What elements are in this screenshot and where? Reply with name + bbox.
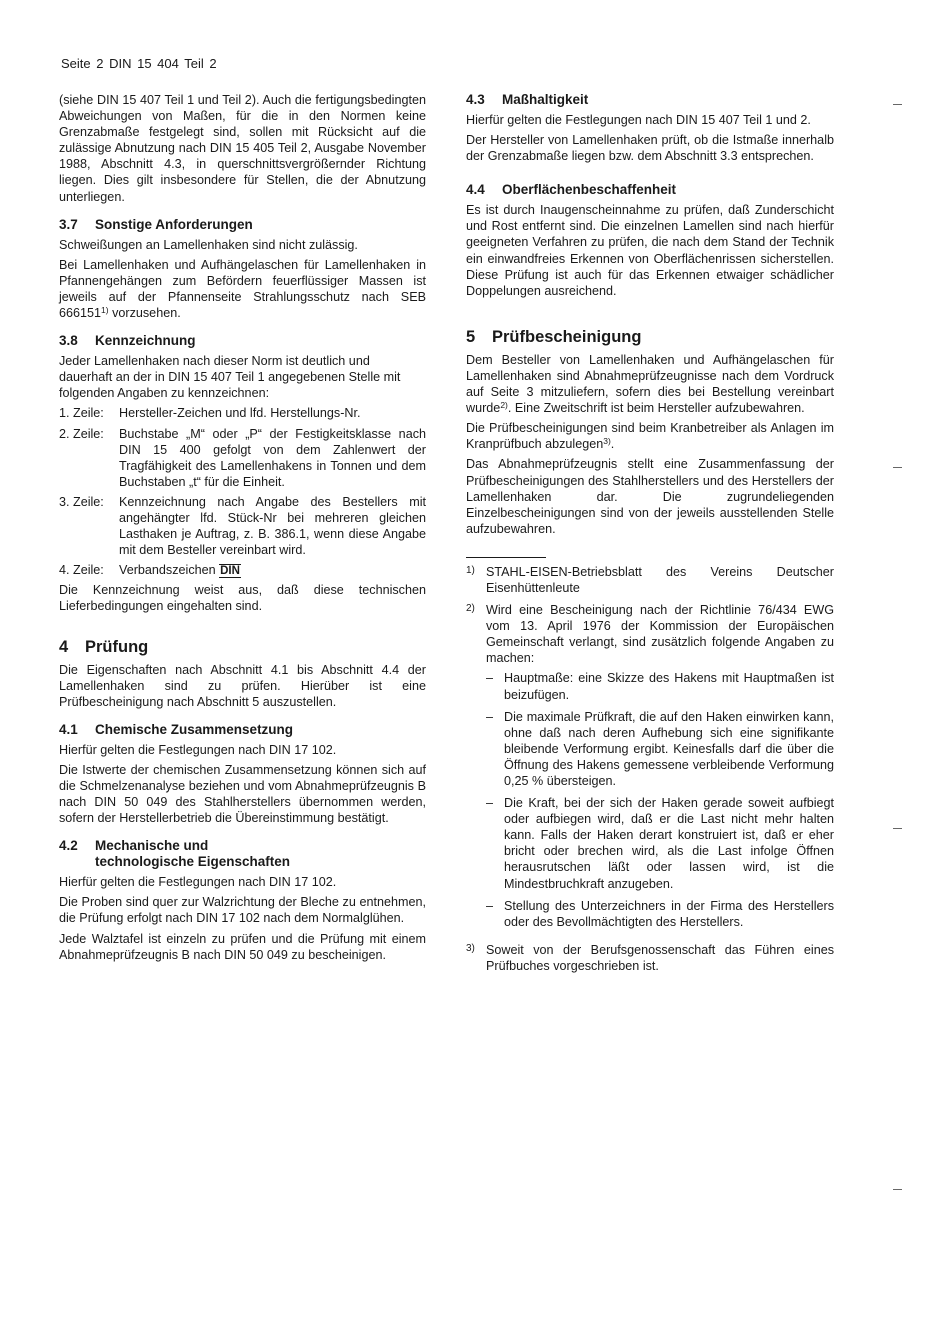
page-header: Seite 2 DIN 15 404 Teil 2	[61, 56, 217, 71]
zeile-text: Hersteller-Zeichen und lfd. Herstellungs-Nr.	[119, 406, 361, 421]
heading-4	[59, 637, 426, 657]
paragraph: Es ist durch Inaugenscheinnahme zu prüfen, daß Zunderschicht und Rost entfernt sind. Die einzelnen Lamellen sind nach hierfür geeigneten Verfahren zu prüfen, die nach dem Stand der Technik ein einwandfreies Erkennen von Oberflächenrissen sicherstellen. Diese Prüfung ist auch für das Erkennen etwaiger schädlicher Doppelungen ausreichend.	[466, 203, 834, 298]
text-line: folgenden Angaben zu kennzeichnen:	[59, 386, 270, 401]
zeile-3	[59, 494, 426, 558]
paragraph-text: .	[610, 437, 615, 452]
paragraph: Der Hersteller von Lamellenhaken prüft, ob die Istmaße innerhalb der Grenzabmaße liegen bzw. dem Abschnitt 3.3 entsprechen.	[466, 133, 834, 164]
heading-4-3	[466, 92, 834, 108]
text-line: dauerhaft an der in DIN 15 407 Teil 1 angegebenen Stelle mit	[59, 370, 401, 385]
heading-3-7	[59, 217, 426, 233]
footnote-mark: 1)	[466, 564, 475, 576]
zeile-text: Kennzeichnung nach Angabe des Bestellers mit angehängter lfd. Stück-Nr bei mehreren gleichen Lasthaken je Auftrag, z. B. 386.1, wenn diese Angabe mit dem Besteller vereinbart wird.	[119, 494, 426, 558]
right-column	[466, 92, 834, 980]
footnote-1	[466, 564, 834, 596]
paragraph: Das Abnahmeprüfzeugnis stellt eine Zusammenfassung der Prüfbescheinigungen des Stahlherstellers und des Herstellers der Lamellenhaken dar. Die zugrundeliegenden Einzelbescheinigungen sind von der jeweils ausstellenden Stelle aufzubewahren.	[466, 457, 834, 536]
footnote-ref: 3)	[603, 436, 611, 447]
list-item-text: Hauptmaße: eine Skizze des Hakens mit Hauptmaßen ist beizufügen.	[504, 671, 834, 702]
section-number: 4.4	[466, 182, 485, 198]
paragraph: Die Istwerte der chemischen Zusammensetzung können sich auf die Schmelzenanalyse beziehen und vom Abnahmeprüfzeugnis B nach DIN 50 049 des Stahlherstellers übernommen werden, sofern der Herstellerbetrieb die Übereinstimmung bestätigt.	[59, 762, 426, 826]
section-number: 5	[466, 327, 476, 346]
zeile-text	[119, 562, 426, 578]
paragraph: Hierfür gelten die Festlegungen nach DIN 17 102.	[59, 742, 337, 757]
dash-bullet: –	[486, 671, 494, 686]
paragraph: Die Proben sind quer zur Walzrichtung der Bleche zu entnehmen, die Prüfung erfolgt nach DIN 17 102 nach dem Normalglühen.	[59, 895, 426, 926]
zeile-2	[59, 426, 426, 490]
section-number: 4	[59, 637, 69, 656]
section-title: Sonstige Anforderungen	[95, 216, 253, 232]
footnote-divider	[466, 557, 546, 558]
text-line: Jeder Lamellenhaken nach dieser Norm ist deutlich und	[59, 354, 370, 369]
margin-tick	[893, 467, 902, 468]
paragraph-text: vorzusehen.	[108, 306, 181, 321]
heading-4-2	[59, 838, 426, 870]
paragraph-text: . Eine Zweitschrift ist beim Hersteller aufzubewahren.	[507, 401, 805, 416]
kennzeichnung-intro	[59, 353, 426, 401]
margin-tick	[893, 828, 902, 829]
list-item-text: Stellung des Unterzeichners in der Firma des Herstellers oder des Bevollmächtigten des Herstellers.	[504, 898, 834, 929]
din-mark-icon: DIN	[220, 565, 240, 578]
section-title: Prüfbescheinigung	[492, 327, 642, 346]
heading-5	[466, 327, 834, 347]
section-title: Chemische Zusammensetzung	[95, 721, 294, 737]
zeile-1	[59, 405, 426, 421]
list-item	[486, 670, 834, 702]
margin-tick	[893, 1189, 902, 1190]
footnote-mark: 2)	[466, 603, 475, 615]
zeile-label: 3. Zeile:	[59, 494, 104, 509]
section-number: 4.2	[59, 838, 78, 854]
zeile-4-text: Verbandszeichen	[119, 563, 216, 578]
section-title: Oberflächenbeschaffenheit	[502, 182, 677, 198]
list-item-text: Die maximale Prüfkraft, die auf den Haken einwirken kann, ohne daß nach deren Aufhebung sich eine signifikante bleibende Verformung ergibt. Keinesfalls darf die über die Öffnung des Hakens gemessene verbleibende Verformung 0,25 % übersteigen.	[504, 709, 834, 788]
zeile-label: 2. Zeile:	[59, 426, 104, 441]
zeile-4	[59, 562, 426, 578]
dash-bullet: –	[486, 898, 494, 913]
paragraph-text: Dem Besteller von Lamellenhaken und Aufhängelaschen für Lamellenhaken sind Abnahmeprüfzeugnisse nach dem Vordruck auf Seite 3 mitzuliefern, sofern dies bei Bestellung vereinbart wurde	[466, 352, 834, 416]
paragraph	[466, 352, 834, 416]
section-number: 3.8	[59, 333, 78, 349]
list-item	[486, 795, 834, 892]
heading-4-4	[466, 182, 834, 198]
footnote-text: Wird eine Bescheinigung nach der Richtlinie 76/434 EWG vom 13. April 1976 der Kommission der Europäischen Gemeinschaft verlangt, sind zusätzlich folgende Angaben zu machen:	[486, 603, 834, 666]
footnote-body	[486, 602, 834, 936]
footnote-text: Soweit von der Berufsgenossenschaft das Führen eines Prüfbuches vorgeschrieben ist.	[486, 942, 834, 973]
list-item	[486, 709, 834, 789]
paragraph-text: Bei Lamellenhaken und Aufhängelaschen für Lamellenhaken in Pfannengehängen zum Befördern feuerflüssiger Massen ist jeweils auf der Pfannenseite Strahlungsschutz nach SEB 666151	[59, 257, 426, 321]
list-item	[486, 898, 834, 930]
title-line: Mechanische und	[95, 838, 209, 854]
paragraph: Die Eigenschaften nach Abschnitt 4.1 bis Abschnitt 4.4 der Lamellenhaken sind zu prüfen. Hierüber ist eine Prüfbescheinigung nach Abschnitt 5 auszustellen.	[59, 662, 426, 709]
footnote-2	[466, 602, 834, 936]
footnote-text: STAHL-EISEN-Betriebsblatt des Vereins Deutscher Eisenhüttenleute	[486, 564, 834, 595]
intro-paragraph: (siehe DIN 15 407 Teil 1 und Teil 2). Auch die fertigungsbedingten Abweichungen von Maßen, für die in den Normen keine Grenzabmaße festgelegt sind, sollen mit Rücksicht auf die zulässige Abnutzung nach DIN 15 405 Teil 2, Ausgabe November 1988, Abschnitt 4.3, in querschnittsvergrößernder Richtung liegen. Dies gilt insbesondere für Stellen, die der Abnutzung unterliegen.	[59, 93, 426, 204]
section-number: 4.1	[59, 721, 78, 737]
footnote-3	[466, 942, 834, 974]
section-number: 4.3	[466, 92, 485, 107]
footnote-mark: 3)	[466, 942, 475, 954]
section-number: 3.7	[59, 216, 78, 232]
margin-tick	[893, 104, 902, 105]
heading-3-8	[59, 333, 426, 349]
zeile-label: 4. Zeile:	[59, 563, 104, 578]
list-item-text: Die Kraft, bei der sich der Haken gerade soweit aufbiegt oder aufbiegen wird, daß er die Last nicht mehr halten kann. Falls der Haken derart konstruiert ist, daß er eher bricht oder brechen wird, als die Last infolge Öffnen herausrutschen läßt oder lassen wird, ist die Mindestbruchkraft anzugeben.	[504, 796, 834, 891]
dash-bullet: –	[486, 796, 494, 811]
left-column	[59, 92, 426, 967]
footnote-ref: 2)	[500, 400, 508, 411]
paragraph: Hierfür gelten die Festlegungen nach DIN 15 407 Teil 1 und 2.	[466, 113, 811, 127]
paragraph: Schweißungen an Lamellenhaken sind nicht zulässig.	[59, 237, 358, 252]
heading-4-1	[59, 722, 426, 738]
dash-bullet: –	[486, 709, 494, 724]
zeile-text: Buchstabe „M“ oder „P“ der Festigkeitsklasse nach DIN 15 400 gefolgt von dem Zahlenwert der Tragfähigkeit des Lamellenhakens in Tonnen und dem Buchstaben „t“ für die Einheit.	[119, 426, 426, 489]
paragraph: Die Kennzeichnung weist aus, daß diese technischen Lieferbedingungen eingehalten sind.	[59, 583, 426, 614]
title-line: technologische Eigenschaften	[95, 854, 291, 870]
section-title: Maßhaltigkeit	[502, 92, 589, 107]
paragraph-text: Die Prüfbescheinigungen sind beim Kranbetreiber als Anlagen im Kranprüfbuch abzulegen	[466, 421, 834, 452]
section-title: Kennzeichnung	[95, 333, 196, 349]
section-title: Prüfung	[85, 637, 149, 656]
paragraph	[466, 420, 834, 452]
zeile-label: 1. Zeile:	[59, 406, 104, 421]
paragraph	[59, 257, 426, 321]
section-title	[95, 838, 290, 870]
paragraph: Jede Walztafel ist einzeln zu prüfen und die Prüfung mit einem Abnahmeprüfzeugnis B nach DIN 50 049 zu bescheinigen.	[59, 931, 426, 962]
paragraph: Hierfür gelten die Festlegungen nach DIN 17 102.	[59, 875, 337, 890]
footnote-ref: 1)	[101, 305, 109, 316]
